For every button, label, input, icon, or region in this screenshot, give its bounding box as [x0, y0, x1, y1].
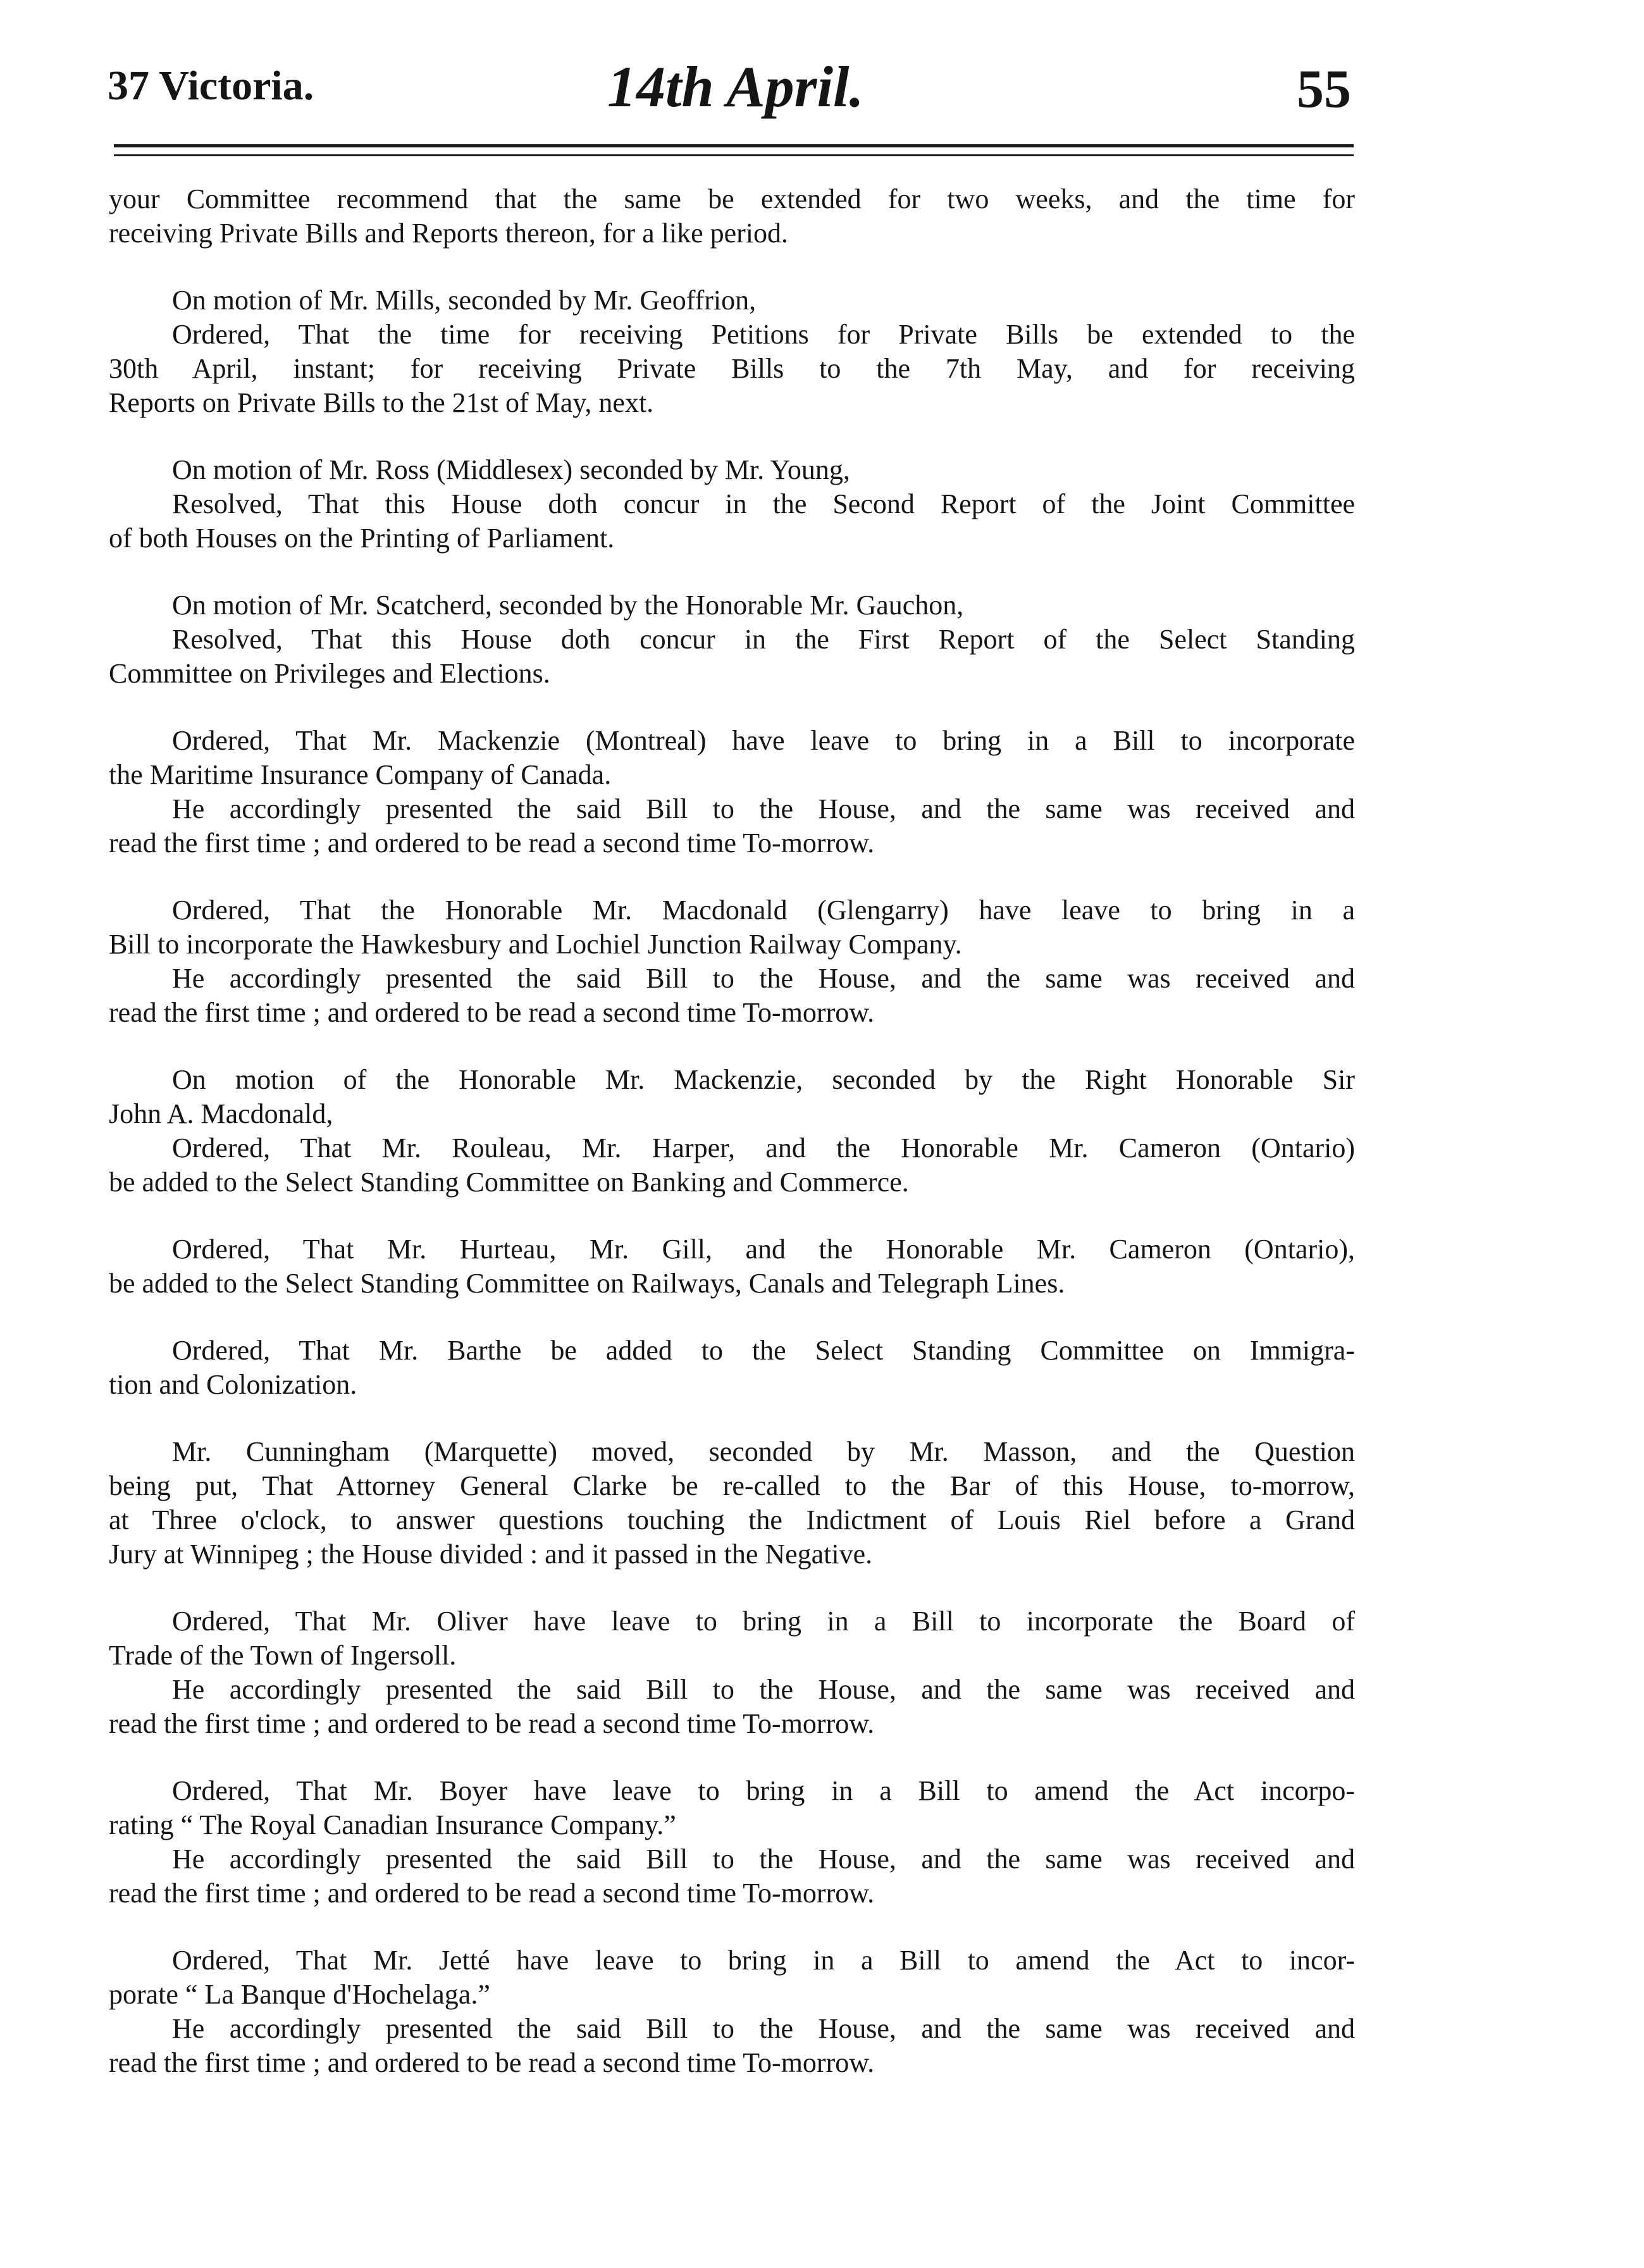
header-regnal-year: 37 Victoria. [108, 63, 314, 109]
header-date: 14th April. [607, 54, 864, 119]
paragraph [109, 1334, 1355, 1402]
text-line: Ordered, That Mr. Jetté have leave to bring in a Bill to amend the Act to incor- [172, 1945, 1355, 1976]
paragraph [109, 1943, 1355, 2080]
text-line: of both Houses on the Printing of Parliament. [109, 523, 615, 554]
page-body [109, 182, 1355, 2113]
header-rule-bottom [114, 154, 1354, 156]
paragraph [109, 283, 1355, 420]
text-line: Resolved, That this House doth concur in the Second Report of the Joint Committee [172, 488, 1355, 519]
text-line: read the first time ; and ordered to be read a second time To-morrow. [109, 2047, 875, 2078]
text-line: On motion of Mr. Mills, seconded by Mr. Geoffrion, [172, 285, 757, 316]
text-line: receiving Private Bills and Reports thereon, for a like period. [109, 218, 789, 249]
header-rule-top [114, 144, 1354, 147]
text-line: tion and Colonization. [109, 1369, 357, 1400]
text-line: Bill to incorporate the Hawkesbury and Lochiel Junction Railway Company. [109, 929, 962, 960]
text-line: Ordered, That the time for receiving Petitions for Private Bills be extended to the [172, 319, 1355, 350]
text-line: Ordered, That Mr. Barthe be added to the Select Standing Committee on Immigra- [172, 1335, 1355, 1366]
paragraph [109, 893, 1355, 1030]
text-line: On motion of the Honorable Mr. Mackenzie, seconded by the Right Honorable Sir [172, 1064, 1355, 1095]
text-line: be added to the Select Standing Committee on Banking and Commerce. [109, 1167, 909, 1198]
paragraph [109, 1604, 1355, 1741]
text-line: John A. Macdonald, [109, 1098, 333, 1129]
text-line: Jury at Winnipeg ; the House divided : and it passed in the Negative. [109, 1539, 873, 1570]
text-line: Trade of the Town of Ingersoll. [109, 1640, 457, 1671]
text-line: On motion of Mr. Ross (Middlesex) seconded by Mr. Young, [172, 454, 850, 485]
text-line: He accordingly presented the said Bill to the House, and the same was received and [172, 793, 1355, 824]
paragraph [109, 588, 1355, 691]
text-line: be added to the Select Standing Committee on Railways, Canals and Telegraph Lines. [109, 1268, 1065, 1299]
text-line: rating “ The Royal Canadian Insurance Company.” [109, 1809, 676, 1840]
text-line: He accordingly presented the said Bill to the House, and the same was received and [172, 2013, 1355, 2044]
text-line: He accordingly presented the said Bill to the House, and the same was received and [172, 963, 1355, 994]
text-line: read the first time ; and ordered to be read a second time To-morrow. [109, 1878, 875, 1909]
text-line: On motion of Mr. Scatcherd, seconded by the Honorable Mr. Gauchon, [172, 590, 964, 621]
text-line: read the first time ; and ordered to be read a second time To-morrow. [109, 1708, 875, 1739]
text-line: Reports on Private Bills to the 21st of May, next. [109, 387, 654, 418]
text-line: your Committee recommend that the same be extended for two weeks, and the time for [109, 183, 1355, 214]
text-line: 30th April, instant; for receiving Private Bills to the 7th May, and for receiving [109, 353, 1355, 384]
paragraph [109, 1232, 1355, 1301]
text-line: Committee on Privileges and Elections. [109, 658, 550, 689]
text-line: Ordered, That Mr. Rouleau, Mr. Harper, and the Honorable Mr. Cameron (Ontario) [172, 1132, 1355, 1163]
text-line: Ordered, That Mr. Hurteau, Mr. Gill, and the Honorable Mr. Cameron (Ontario), [172, 1234, 1355, 1265]
text-line: Ordered, That Mr. Mackenzie (Montreal) have leave to bring in a Bill to incorporate [172, 725, 1355, 756]
paragraph [109, 1435, 1355, 1571]
text-line: Ordered, That Mr. Oliver have leave to bring in a Bill to incorporate the Board of [172, 1606, 1355, 1637]
text-line: at Three o'clock, to answer questions touching the Indictment of Louis Riel before a Grand [109, 1504, 1355, 1535]
paragraph [109, 1063, 1355, 1199]
text-line: read the first time ; and ordered to be read a second time To-morrow. [109, 997, 875, 1028]
text-line: the Maritime Insurance Company of Canada. [109, 759, 612, 790]
text-line: Mr. Cunningham (Marquette) moved, seconded by Mr. Masson, and the Question [172, 1436, 1355, 1467]
text-line: Ordered, That the Honorable Mr. Macdonald (Glengarry) have leave to bring in a [172, 895, 1355, 926]
text-line: He accordingly presented the said Bill to the House, and the same was received and [172, 1844, 1355, 1875]
paragraph [109, 453, 1355, 555]
paragraph [109, 1774, 1355, 1911]
text-line: porate “ La Banque d'Hochelaga.” [109, 1979, 490, 2010]
text-line: He accordingly presented the said Bill to the House, and the same was received and [172, 1674, 1355, 1705]
page-number: 55 [1297, 58, 1351, 119]
paragraph [109, 182, 1355, 251]
text-line: Ordered, That Mr. Boyer have leave to bring in a Bill to amend the Act incorpo- [172, 1775, 1355, 1806]
text-line: Resolved, That this House doth concur in the First Report of the Select Standing [172, 624, 1355, 655]
text-line: read the first time ; and ordered to be read a second time To-morrow. [109, 827, 875, 858]
text-line: being put, That Attorney General Clarke be re-called to the Bar of this House, to-morrow, [109, 1470, 1355, 1501]
paragraph [109, 724, 1355, 860]
